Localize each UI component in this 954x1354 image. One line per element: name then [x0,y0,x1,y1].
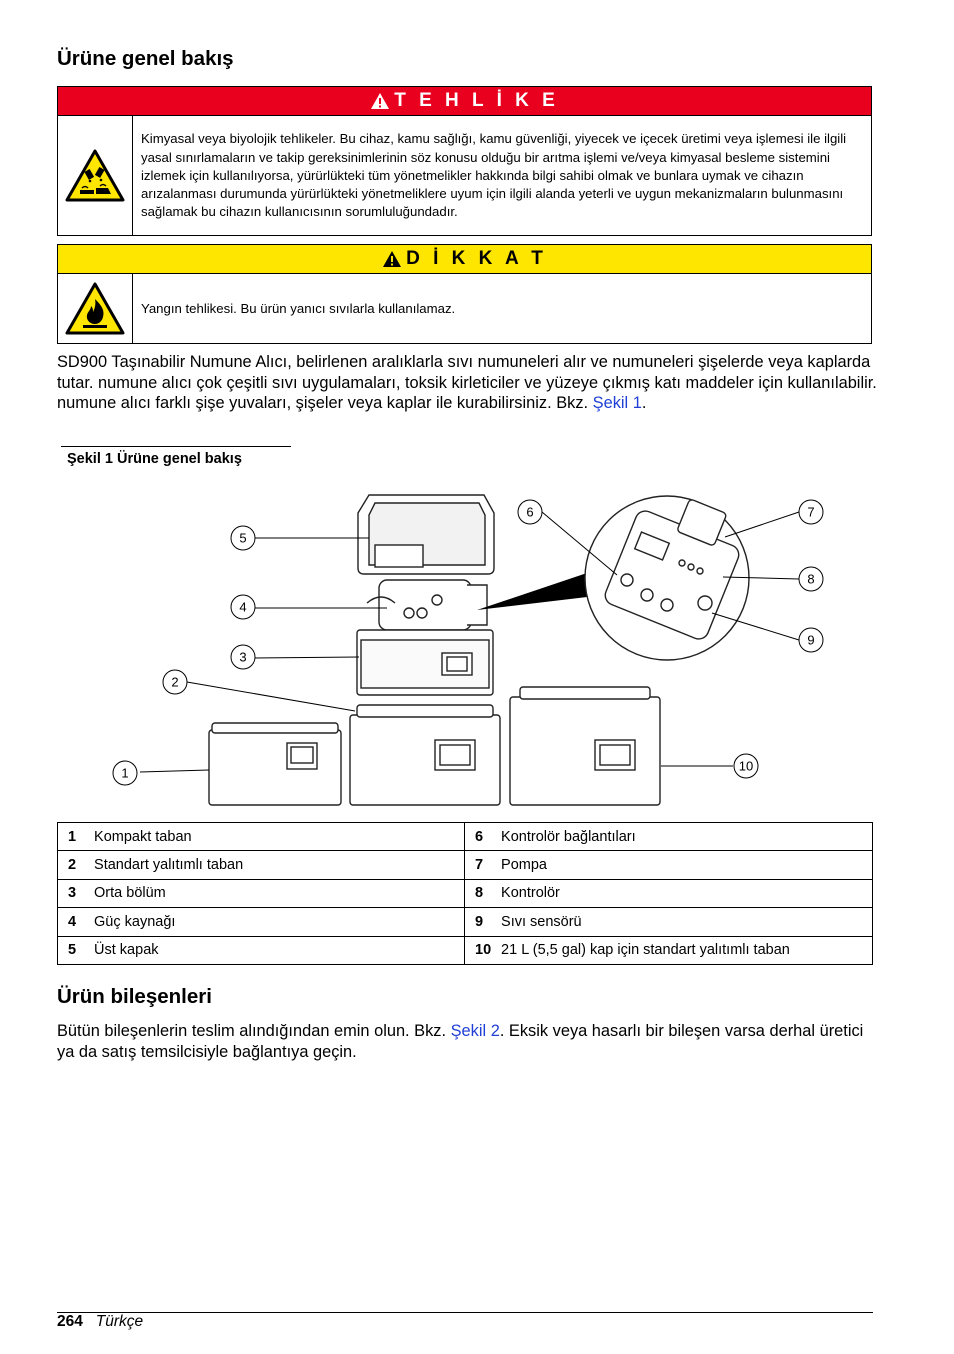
warning-triangle-icon [382,250,402,268]
legend-cell: 2 Standart yalıtımlı taban [58,851,465,879]
figure-2-link[interactable]: Şekil 2 [450,1022,500,1040]
warning-triangle-icon [370,92,390,110]
svg-text:2: 2 [171,674,179,690]
table-row [58,908,873,936]
svg-text:3: 3 [239,649,247,665]
svg-text:10: 10 [738,758,754,774]
callout-6 [518,500,542,524]
callout-9 [799,628,823,652]
components-text-after: . Eksik veya hasarlı bir bileşen varsa derhal üretici ya da satış temsilcisiyle bağlantıya geçin. [57,1022,864,1061]
caption-rule [61,446,291,447]
callout-2 [163,670,187,694]
svg-text:6: 6 [526,504,534,520]
svg-text:8: 8 [807,571,815,587]
intro-paragraph [57,352,877,414]
components-text: Bütün bileşenlerin teslim alındığından emin olun. Bkz. [57,1022,447,1040]
legend-cell: 9 Sıvı sensörü [465,908,873,936]
callouts-layer [57,485,873,810]
caution-text: Yangın tehlikesi. Bu ürün yanıcı sıvılarla kullanılamaz. [141,300,456,316]
table-row [58,823,873,851]
danger-header [58,87,871,116]
callout-7 [799,500,823,524]
legend-table [57,822,873,965]
legend-cell: 4 Güç kaynağı [58,908,465,936]
intro-text: SD900 Taşınabilir Numune Alıcı, belirlenen aralıklarla sıvı numuneleri alır ve numuneleri şişelerde veya kaplarda tutar. numune alıcı çok çeşitli sıvı uygulamaları, toksik kirleticiler ve yüzeye çıkmış katı maddeler için kullanılabilir. numune alıcı farklı şişe yuvaları, şişeler veya kaplar ile kurabilirsiniz. Bkz. [57,353,877,412]
table-row [58,879,873,907]
table-row [58,936,873,964]
corrosive-hazard-icon [64,148,126,204]
flammable-hazard-icon-cell [58,274,133,344]
intro-end: . [641,394,647,412]
svg-text:9: 9 [807,632,815,648]
svg-text:4: 4 [239,599,247,615]
section-title-overview: Ürüne genel bakış [57,47,234,70]
figure-caption: Şekil 1 Ürüne genel bakış [67,451,242,467]
components-paragraph [57,1021,877,1062]
footer-rule [57,1312,873,1313]
legend-cell: 1 Kompakt taban [58,823,465,851]
callout-3 [231,645,255,669]
legend-cell: 7 Pompa [465,851,873,879]
footer-language: Türkçe [95,1313,144,1330]
flammable-hazard-icon [64,281,126,337]
danger-text: Kimyasal veya biyolojik tehlikeler. Bu cihaz, kamu sağlığı, kamu güvenliği, yiyecek ve içecek üretimi veya işlemesi ile ilgili yasal sınırlamaların ve takip gereksinimlerinin söz konusu olduğu bir arıtma işlemi ve/veya kimyasal besleme sistemini izlemek için kullanılıyorsa, yürürlükteki tüm yönetmelikler hakkında bilgi sahibi olmak ve bunlara uymak ve cihazın arızalanması durumunda yürürlükteki yönetmeliklere uyum için ilgili alanda yeterli ve uygun mekanizmaların bulunmasını sağlamak bu cihazın kullanıcısının sorumluluğundadır. [141,131,847,220]
callout-1 [113,761,137,785]
svg-text:5: 5 [239,530,247,546]
caution-label: D İ K K A T [406,248,547,269]
callout-4 [231,595,255,619]
page-footer [57,1313,143,1331]
page-number: 264 [57,1313,83,1330]
danger-label: T E H L İ K E [394,90,559,111]
legend-cell: 5 Üst kapak [58,936,465,964]
corrosive-hazard-icon-cell [58,116,133,236]
legend-cell: 10 21 L (5,5 gal) kap için standart yalıtımlı taban [465,936,873,964]
section-title-components: Ürün bileşenleri [57,985,212,1008]
caution-notice [57,244,872,344]
danger-notice [57,86,872,236]
legend-cell: 3 Orta bölüm [58,879,465,907]
callout-8 [799,567,823,591]
legend-cell: 8 Kontrolör [465,879,873,907]
callout-5 [231,526,255,550]
caution-header [58,245,871,274]
callout-10 [734,754,758,778]
table-row [58,851,873,879]
svg-text:7: 7 [807,504,815,520]
legend-cell: 6 Kontrolör bağlantıları [465,823,873,851]
figure-1-link[interactable]: Şekil 1 [592,394,642,412]
svg-text:1: 1 [121,765,129,781]
